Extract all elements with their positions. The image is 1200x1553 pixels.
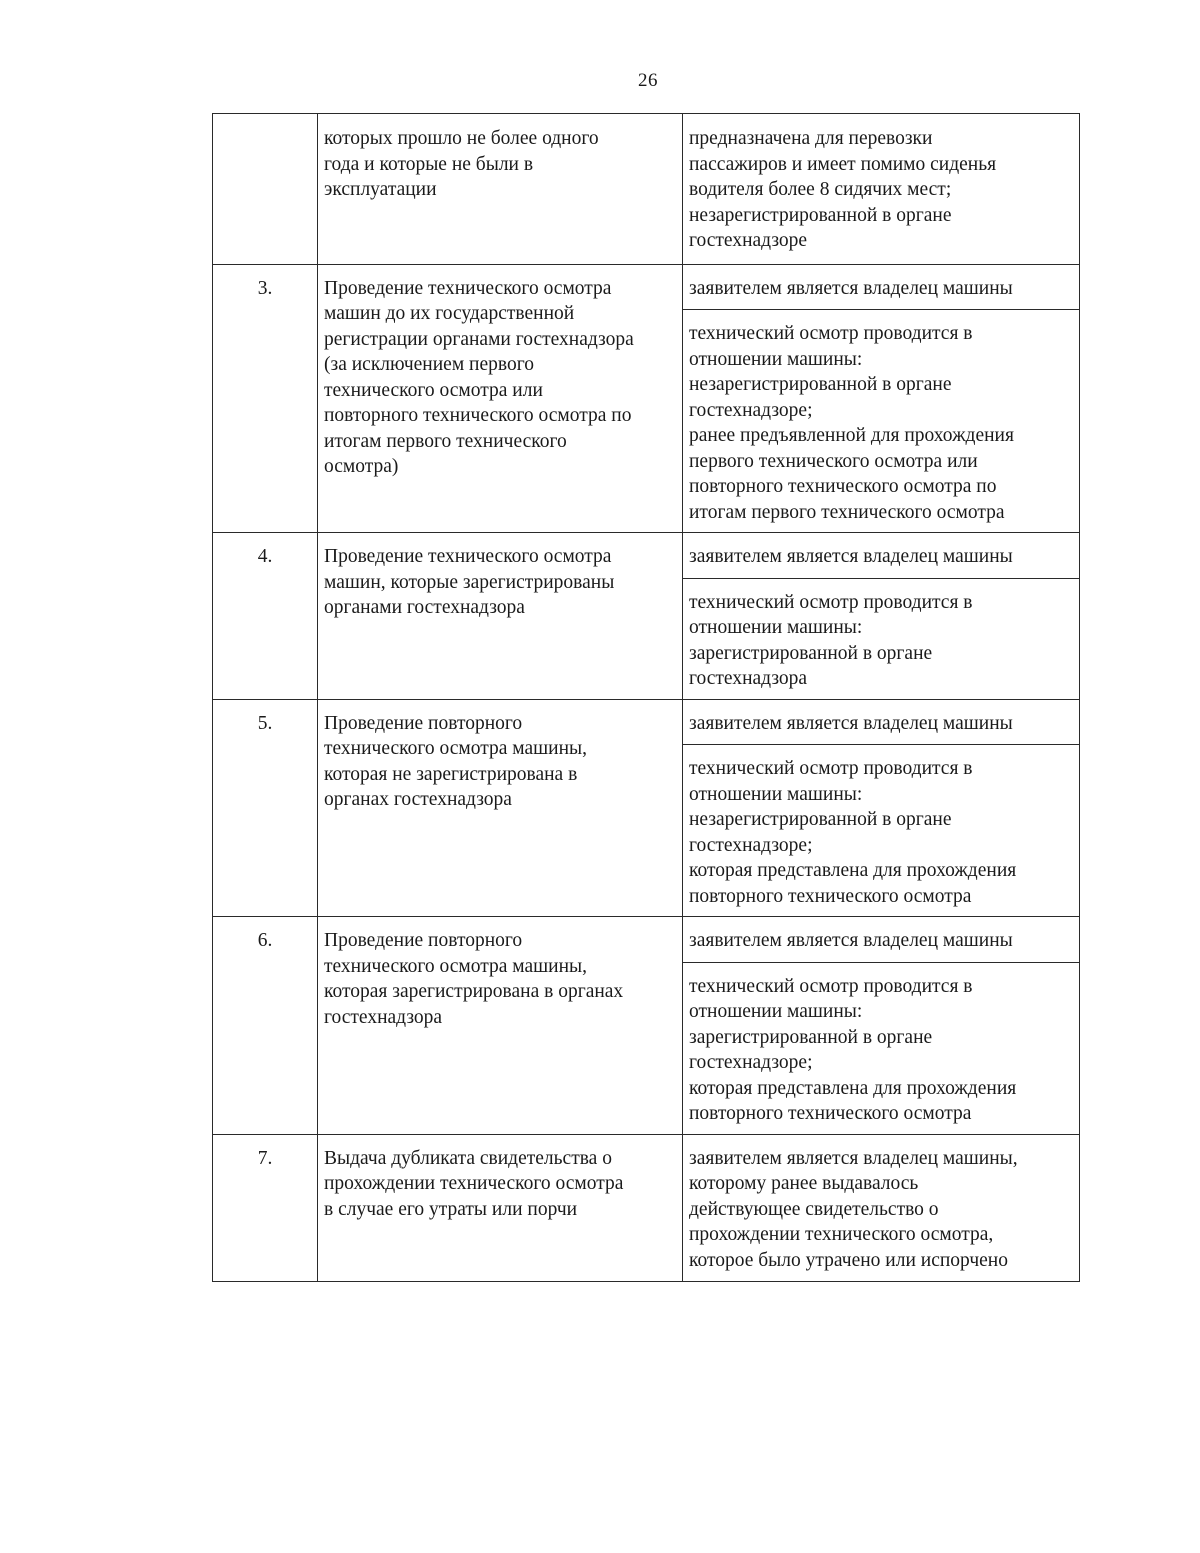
- condition-text: заявителем является владелец машины: [689, 712, 1013, 734]
- table-row: [213, 114, 1080, 265]
- services-table: [212, 113, 1080, 1282]
- condition-text: заявителем является владелец машины, которому ранее выдавалось действующее свидетельство о прохождении технического осмотра, которое было утрачено или испорчено: [689, 1147, 1018, 1271]
- row-number: 4.: [213, 533, 318, 700]
- row-number: [213, 114, 318, 265]
- table-row: [213, 533, 1080, 700]
- conditions-cell: [683, 1134, 1080, 1282]
- table-row: [213, 1134, 1080, 1282]
- row-number: 6.: [213, 917, 318, 1135]
- page-number: 26: [638, 70, 658, 91]
- service-name: которых прошло не более одного года и которые не были в эксплуатации: [318, 114, 683, 265]
- conditions-cell: [683, 699, 1080, 917]
- condition-text: предназначена для перевозки пассажиров и имеет помимо сиденья водителя более 8 сидячих мест; незарегистрированной в органе гостехнадзоре: [689, 128, 997, 251]
- service-name: Проведение технического осмотра машин до их государственной регистрации органами гостехнадзора (за исключением первого технического осмотра или повторного технического осмотра по итогам первого технического осмотра): [318, 264, 683, 533]
- conditions-cell: [683, 533, 1080, 700]
- conditions-cell: [683, 917, 1080, 1135]
- service-name: Проведение повторного технического осмотра машины, которая не зарегистрирована в органах гостехнадзора: [318, 699, 683, 917]
- condition-text: заявителем является владелец машины: [689, 930, 1013, 951]
- row-number: 7.: [213, 1134, 318, 1282]
- row-number: 5.: [213, 699, 318, 917]
- table-row: [213, 917, 1080, 1135]
- condition-text: технический осмотр проводится в отношении машины: зарегистрированной в органе гостехнадзора: [683, 578, 1079, 699]
- condition-text: технический осмотр проводится в отношении машины: незарегистрированной в органе гостехнадзоре; ранее предъявленной для прохождения первого технического осмотра или повторного технического осмотра по итогам первого технического осмотра: [683, 309, 1079, 532]
- condition-text: технический осмотр проводится в отношении машины: незарегистрированной в органе гостехнадзоре; которая представлена для прохождения повторного технического осмотра: [683, 744, 1079, 916]
- condition-text: технический осмотр проводится в отношении машины: зарегистрированной в органе гостехнадзоре; которая представлена для прохождения повторного технического осмотра: [683, 962, 1079, 1134]
- table-row: [213, 699, 1080, 917]
- conditions-cell: [683, 264, 1080, 533]
- condition-text: заявителем является владелец машины: [689, 277, 1013, 299]
- row-number: 3.: [213, 264, 318, 533]
- condition-text: заявителем является владелец машины: [689, 546, 1013, 567]
- service-name: Проведение повторного технического осмотра машины, которая зарегистрирована в органах гостехнадзора: [318, 917, 683, 1135]
- service-name: Выдача дубликата свидетельства о прохождении технического осмотра в случае его утраты или порчи: [318, 1134, 683, 1282]
- conditions-cell: [683, 114, 1080, 265]
- table-row: [213, 264, 1080, 533]
- service-name: Проведение технического осмотра машин, которые зарегистрированы органами гостехнадзора: [318, 533, 683, 700]
